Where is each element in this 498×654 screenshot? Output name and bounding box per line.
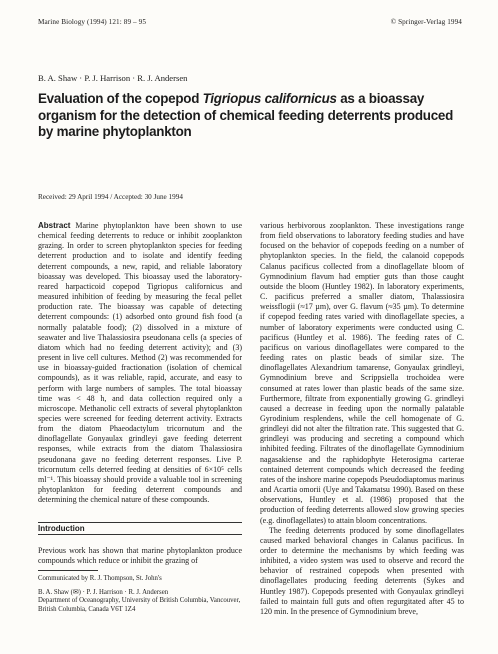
title-species: Tigriopus californicus	[202, 91, 337, 106]
communicated-by: Communicated by R. J. Thompson, St. John's	[38, 575, 162, 582]
abstract	[38, 221, 242, 505]
author-address: B. A. Shaw (✉) · P. J. Harrison · R. J. Andersen Department of Oceanography, University of British Columbia, Vancouver, British Columbia, Canada V6T 1Z4	[38, 589, 241, 613]
article-title	[38, 91, 462, 141]
right-column	[260, 221, 464, 617]
left-column	[38, 221, 242, 505]
section-rule-top	[38, 522, 242, 523]
author-list: B. A. Shaw · P. J. Harrison · R. J. Andersen	[38, 73, 188, 83]
footnote-rule	[38, 570, 98, 571]
paper-page	[38, 0, 462, 654]
right-paragraph-1: various herbivorous zooplankton. These investigations range from field observations to laboratory feeding studies and have focused on the behavior of copepods feeding on a number of phytoplankton species. In the field, the calanoid copepods Calanus pacificus collected from a dinoflagellate bloom of Gymnodinium flavum had emptier guts than those caught outside the bloom (Huntley 1982). In laboratory experiments, C. pacificus preferred a smaller diatom, Thalassiosira weissflogii (≈17 µm), over G. flavum (≈35 µm). To determine if copepod feeding rates varied with dinoflagellate species, a number of laboratory experiments were conducted using C. pacificus (Huntley et al. 1986). The feeding rates of C. pacificus on various dinoflagellates were compared to the feeding rates on plastic beads of similar size. The dinoflagellates Alexandrium tamarense, Gonyaulax grindleyi, Gymnodinium breve and Scrippsiella trochoidea were consumed at rates lower than plastic beads of the same size. Furthermore, filtrate from exponentially growing G. grindleyi caused a decrease in feeding upon the normally palatable Gyrodinium resplendens, while the cell homogenate of G. grindleyi did not alter the filtration rate. This suggested that G. grindleyi was producing and secreting a compound which inhibited feeding. Filtrates of the dinoflagellate Gymnodinium nagasakiense and the raphidophyte Heterosigma carterae contained deterrent compounds which decreased the feeding rates of the inshore marine copepods Pseudodiaptomus marinus and Acartia omorii (Uye and Takamatsu 1990). Based on these observations, Huntley et al. (1986) proposed that the production of feeding deterrents allowed slow growing species (e.g. dinoflagellates) to attain bloom concentrations.	[260, 221, 464, 525]
right-paragraph-2: The feeding deterrents produced by some dinoflagellates caused marked behavioral changes in Calanus pacificus. In order to determine the mechanisms by which feeding was inhibited, a video system was used to observe and record the behavior of restrained copepods when presented with dinoflagellates producing feeding deterrents (Sykes and Huntley 1987). Copepods presented with Gonyaulax grindleyi failed to maintain full guts and often regurgitated after 45 to 120 min. In the presence of Gymnodinium breve,	[260, 525, 464, 616]
copyright-notice: © Springer-Verlag 1994	[390, 18, 462, 26]
title-part-1: Evaluation of the copepod	[38, 91, 203, 106]
introduction-text: Previous work has shown that marine phytoplankton produce compounds which reduce or inhibit the grazing of	[38, 546, 242, 566]
journal-citation: Marine Biology (1994) 121: 89 – 95	[38, 18, 147, 26]
abstract-text: Marine phytoplankton have been shown to use chemical feeding deterrents to reduce or inhibit zooplankton grazing. In order to screen phytoplankton species for feeding deterrent production and to isolate and identify feeding deterrent compounds, a new, rapid, and reliable laboratory bioassay was developed. This bioassay used the laboratory-reared harpacticoid copepod Tigriopus californicus and measured inhibition of feeding by measuring the fecal pellet production rate. The bioassay was capable of detecting deterrent compounds: (1) adsorbed onto ground fish food (a normally palatable food); (2) dissolved in a mixture of seawater and live Thalassiosira pseudonana cells (a species of diatom which had no feeding deterrent activity); and (3) present in live cell cultures. Method (2) was recommended for use in bioassay-guided fractionation (isolation of chemical compounds), as it was reliable, rapid, accurate, and easy to perform with large numbers of samples. The total bioassay time was < 48 h, and data collection required only a microscope. Methanolic cell extracts of several phytoplankton species were screened for feeding deterrent activity. Extracts from the diatom Phaeodactylum tricornutum and the dinoflagellate Gonyaulax grindleyi gave feeding deterrent responses, while extracts from the diatom Thalassiosira pseudonana gave no feeding deterrent responses. Live P. tricornutum cells deterred feeding at densities of 6×10⁵ cells ml⁻¹. This bioassay should provide a valuable tool in screening phytoplankton for feeding deterrent compounds and determining the chemical nature of these compounds.	[38, 221, 242, 505]
abstract-label: Abstract	[38, 221, 71, 230]
introduction-heading: Introduction	[38, 524, 85, 533]
received-dates: Received: 29 April 1994 / Accepted: 30 June 1994	[38, 193, 183, 201]
title-part-2: as a bioassay organism for the detection of chemical feeding deterrents produced by marine phytoplankton	[38, 91, 454, 139]
section-rule-bottom	[38, 534, 242, 535]
running-head	[38, 18, 462, 26]
